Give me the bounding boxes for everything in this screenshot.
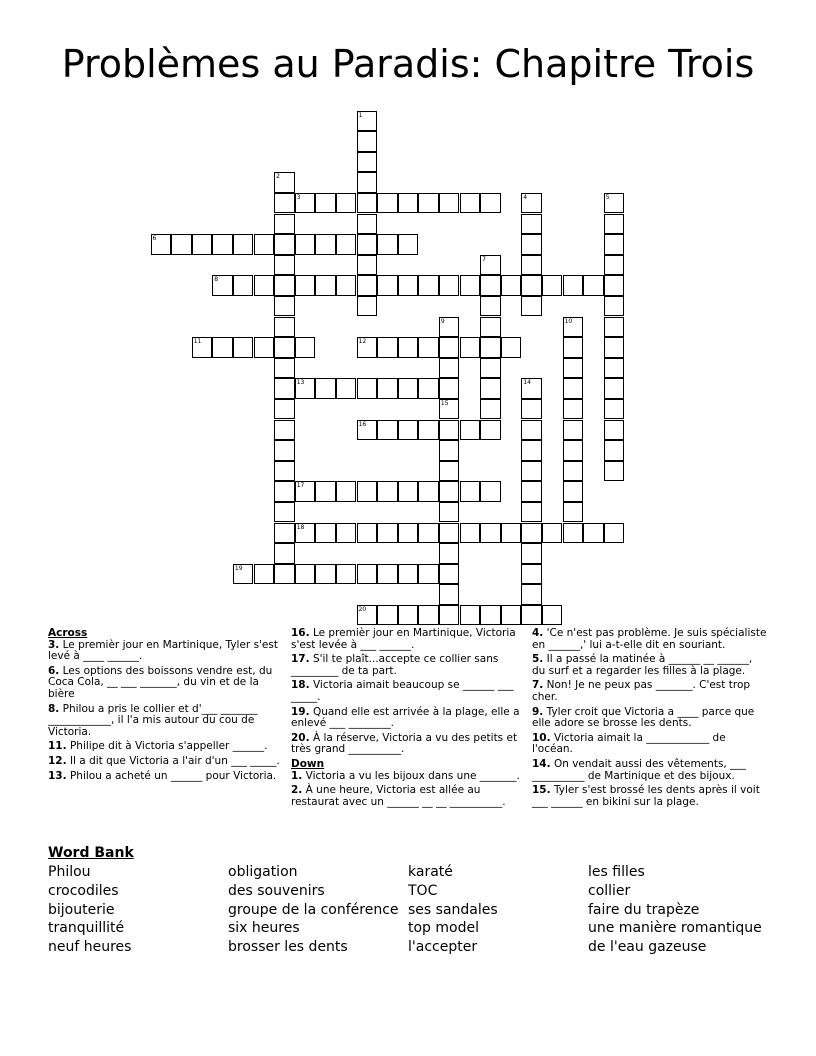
crossword-cell[interactable] xyxy=(398,275,419,296)
crossword-cell[interactable] xyxy=(604,337,625,358)
word-bank-item: six heures xyxy=(228,920,300,937)
crossword-cell[interactable] xyxy=(274,502,295,523)
crossword-cell[interactable] xyxy=(274,399,295,420)
clue-number: 8 xyxy=(214,276,219,284)
clue-number: 16 xyxy=(358,420,367,428)
crossword-cell[interactable] xyxy=(418,564,439,585)
crossword-cell[interactable] xyxy=(439,193,460,214)
word-bank-item: brosser les dents xyxy=(228,939,348,956)
crossword-cell[interactable] xyxy=(521,543,542,564)
crossword-cell[interactable] xyxy=(398,234,419,255)
word-bank-item: TOC xyxy=(408,882,438,899)
clue-number: 1 xyxy=(358,111,363,119)
crossword-cell[interactable] xyxy=(357,234,378,255)
crossword-cell[interactable] xyxy=(563,461,584,482)
crossword-cell[interactable] xyxy=(604,296,625,317)
crossword-cell[interactable] xyxy=(233,337,254,358)
crossword-cell[interactable] xyxy=(233,234,254,255)
across-clue-8: 8. Philou a pris le collier et d'___ _______ ____________, il l'a mis autour du cou de Victoria. xyxy=(48,702,258,738)
crossword-cell[interactable] xyxy=(521,193,542,214)
crossword-cell[interactable] xyxy=(521,275,542,296)
crossword-cell[interactable] xyxy=(336,523,357,544)
crossword-cell[interactable] xyxy=(295,481,316,502)
crossword-cell[interactable] xyxy=(460,275,481,296)
crossword-cell[interactable] xyxy=(254,337,275,358)
crossword-cell[interactable] xyxy=(418,523,439,544)
crossword-cell[interactable] xyxy=(274,172,295,193)
word-bank-item: l'accepter xyxy=(408,939,478,956)
word-bank-column-3 xyxy=(408,863,588,957)
clue-number: 4 xyxy=(523,193,528,201)
across-heading: Across xyxy=(48,627,88,639)
down-clue-2: 2. À une heure, Victoria est allée au restaurat avec un ______ __ __ __________. xyxy=(291,784,506,808)
crossword-cell[interactable] xyxy=(315,564,336,585)
crossword-cell[interactable] xyxy=(439,523,460,544)
word-bank-item: tranquillité xyxy=(48,920,125,937)
crossword-cell[interactable] xyxy=(274,420,295,441)
crossword-cell[interactable] xyxy=(295,523,316,544)
crossword-cell[interactable] xyxy=(212,337,233,358)
crossword-cell[interactable] xyxy=(480,317,501,338)
crossword-cell[interactable] xyxy=(604,420,625,441)
crossword-cell[interactable] xyxy=(254,564,275,585)
crossword-cell[interactable] xyxy=(604,193,625,214)
crossword-cell[interactable] xyxy=(357,172,378,193)
crossword-cell[interactable] xyxy=(418,420,439,441)
clue-number: 2 xyxy=(276,173,280,181)
crossword-cell[interactable] xyxy=(295,193,316,214)
crossword-cell[interactable] xyxy=(295,234,316,255)
crossword-cell[interactable] xyxy=(439,275,460,296)
crossword-cell[interactable] xyxy=(563,317,584,338)
crossword-cell[interactable] xyxy=(480,605,501,626)
crossword-cell[interactable] xyxy=(521,564,542,585)
crossword-cell[interactable] xyxy=(521,502,542,523)
crossword-cell[interactable] xyxy=(480,296,501,317)
crossword-cell[interactable] xyxy=(521,523,542,544)
crossword-cell[interactable] xyxy=(192,337,213,358)
crossword-cell[interactable] xyxy=(398,378,419,399)
crossword-cell[interactable] xyxy=(336,481,357,502)
crossword-cell[interactable] xyxy=(604,255,625,276)
crossword-cell[interactable] xyxy=(377,481,398,502)
crossword-cell[interactable] xyxy=(377,420,398,441)
clues-column-1 xyxy=(48,628,280,785)
crossword-cell[interactable] xyxy=(563,399,584,420)
crossword-cell[interactable] xyxy=(521,214,542,235)
crossword-cell[interactable] xyxy=(357,255,378,276)
down-clue-15: 15. Tyler s'est brossé les dents après il voit ___ ______ en bikini sur la plage. xyxy=(532,784,760,808)
clue-number: 11 xyxy=(193,338,202,346)
crossword-cell[interactable] xyxy=(357,111,378,132)
clue-number: 3 xyxy=(296,193,301,201)
crossword-cell[interactable] xyxy=(398,337,419,358)
crossword-cell[interactable] xyxy=(398,193,419,214)
clue-number: 19 xyxy=(234,564,243,572)
crossword-cell[interactable] xyxy=(439,461,460,482)
down-clue-14: 14. On vendait aussi des vêtements, ___ __________ de Martinique et des bijoux. xyxy=(532,757,746,782)
crossword-cell[interactable] xyxy=(274,440,295,461)
clue-number: 13 xyxy=(296,379,305,387)
word-bank-item: groupe de la conférence xyxy=(228,901,399,918)
word-bank-item: faire du trapèze xyxy=(588,901,700,918)
crossword-cell[interactable] xyxy=(357,378,378,399)
word-bank-item: collier xyxy=(588,882,631,899)
crossword-cell[interactable] xyxy=(563,420,584,441)
page-title: Problèmes au Paradis: Chapitre Trois xyxy=(61,42,755,86)
crossword-cell[interactable] xyxy=(521,399,542,420)
crossword-cell[interactable] xyxy=(336,564,357,585)
down-clue-7: 7. Non! Je ne peux pas _______. C'est trop cher. xyxy=(532,679,751,703)
crossword-cell[interactable] xyxy=(295,337,316,358)
across-clue-11: 11. Philipe dit à Victoria s'appeller ______. xyxy=(48,740,268,753)
crossword-cell[interactable] xyxy=(357,152,378,173)
crossword-cell[interactable] xyxy=(480,275,501,296)
crossword-cell[interactable] xyxy=(398,523,419,544)
crossword-cell[interactable] xyxy=(398,564,419,585)
crossword-cell[interactable] xyxy=(295,275,316,296)
crossword-cell[interactable] xyxy=(480,337,501,358)
crossword-cell[interactable] xyxy=(418,337,439,358)
crossword-cell[interactable] xyxy=(398,481,419,502)
crossword-cell[interactable] xyxy=(377,193,398,214)
crossword-cell[interactable] xyxy=(604,378,625,399)
clues-column-2 xyxy=(291,628,521,811)
crossword-cell[interactable] xyxy=(501,275,522,296)
crossword-cell[interactable] xyxy=(480,481,501,502)
crossword-cell[interactable] xyxy=(460,337,481,358)
crossword-cell[interactable] xyxy=(315,378,336,399)
word-bank-item: neuf heures xyxy=(48,939,132,956)
down-clue-4: 4. 'Ce n'est pas problème. Je suis spécialiste en ______,' lui a-t-elle dit en souriant. xyxy=(532,627,767,651)
crossword-cell[interactable] xyxy=(604,358,625,379)
crossword-cell[interactable] xyxy=(563,502,584,523)
crossword-cell[interactable] xyxy=(357,420,378,441)
word-bank-item: ses sandales xyxy=(408,901,498,918)
crossword-cell[interactable] xyxy=(315,481,336,502)
crossword-cell[interactable] xyxy=(295,378,316,399)
crossword-cell[interactable] xyxy=(439,337,460,358)
crossword-cell[interactable] xyxy=(439,605,460,626)
crossword-cell[interactable] xyxy=(233,275,254,296)
crossword-cell[interactable] xyxy=(542,523,563,544)
crossword-cell[interactable] xyxy=(521,420,542,441)
crossword-cell[interactable] xyxy=(398,605,419,626)
word-bank-heading: Word Bank xyxy=(48,845,134,861)
crossword-cell[interactable] xyxy=(336,378,357,399)
down-clue-9: 9. Tyler croit que Victoria a ____ parce que elle adore se brosse les dents. xyxy=(532,705,755,730)
down-clue-10: 10. Victoria aimait la ____________ de l'océan. xyxy=(532,731,726,756)
crossword-cell[interactable] xyxy=(274,337,295,358)
crossword-cell[interactable] xyxy=(439,399,460,420)
crossword-cell[interactable] xyxy=(336,275,357,296)
crossword-cell[interactable] xyxy=(315,193,336,214)
crossword-cell[interactable] xyxy=(439,378,460,399)
clue-number: 5 xyxy=(605,193,610,201)
across-clue-20: 20. À la réserve, Victoria a vu des petits et très grand __________. xyxy=(291,731,518,756)
word-bank-item: crocodiles xyxy=(48,882,119,899)
word-bank-item: top model xyxy=(408,920,479,937)
crossword-cell[interactable] xyxy=(439,543,460,564)
crossword-cell[interactable] xyxy=(563,378,584,399)
crossword-cell[interactable] xyxy=(521,234,542,255)
crossword-cell[interactable] xyxy=(254,275,275,296)
crossword-cell[interactable] xyxy=(377,378,398,399)
crossword-cell[interactable] xyxy=(274,461,295,482)
down-clue-1: 1. Victoria a vu les bijoux dans une _______. xyxy=(291,769,520,782)
clue-number: 17 xyxy=(296,482,305,490)
word-bank-item: karaté xyxy=(408,864,453,880)
word-bank-item: Philou xyxy=(48,864,91,880)
crossword-cell[interactable] xyxy=(315,275,336,296)
crossword-cell[interactable] xyxy=(439,440,460,461)
crossword-cell[interactable] xyxy=(274,234,295,255)
crossword-cell[interactable] xyxy=(357,193,378,214)
across-clue-3: 3. Le premièr jour en Martinique, Tyler s'est levé à ____ ______. xyxy=(48,638,278,663)
crossword-cell[interactable] xyxy=(439,317,460,338)
crossword-cell[interactable] xyxy=(418,193,439,214)
crossword-cell[interactable] xyxy=(212,234,233,255)
crossword-cell[interactable] xyxy=(563,337,584,358)
clue-number: 18 xyxy=(296,523,305,531)
crossword-cell[interactable] xyxy=(480,523,501,544)
crossword-cell[interactable] xyxy=(274,378,295,399)
crossword-cell[interactable] xyxy=(357,131,378,152)
word-bank-item: des souvenirs xyxy=(228,882,325,899)
word-bank-column-1 xyxy=(48,863,228,957)
crossword-cell[interactable] xyxy=(357,605,378,626)
crossword-cell[interactable] xyxy=(357,523,378,544)
word-bank-item: bijouterie xyxy=(48,901,115,918)
crossword-cell[interactable] xyxy=(274,358,295,379)
down-heading: Down xyxy=(291,757,325,770)
crossword-cell[interactable] xyxy=(377,523,398,544)
across-clue-6: 6. Les options des boissons vendre est, du Coca Cola, __ ___ _______, du vin et de la bière xyxy=(48,664,273,700)
crossword-cell[interactable] xyxy=(583,523,604,544)
crossword-cell[interactable] xyxy=(460,193,481,214)
word-bank-item: les filles xyxy=(588,864,645,880)
crossword-cell[interactable] xyxy=(212,275,233,296)
crossword-cell[interactable] xyxy=(460,481,481,502)
crossword-cell[interactable] xyxy=(274,193,295,214)
crossword-cell[interactable] xyxy=(604,317,625,338)
crossword-cell[interactable] xyxy=(357,337,378,358)
crossword-cell[interactable] xyxy=(480,193,501,214)
crossword-cell[interactable] xyxy=(377,234,398,255)
clue-number: 10 xyxy=(564,317,573,325)
across-clue-17: 17. S'il te plaît...accepte ce collier sans _________ de ta part. xyxy=(291,653,499,677)
crossword-cell[interactable] xyxy=(480,420,501,441)
crossword-cell[interactable] xyxy=(274,564,295,585)
crossword-cell[interactable] xyxy=(315,234,336,255)
crossword-cell[interactable] xyxy=(521,461,542,482)
crossword-cell[interactable] xyxy=(521,255,542,276)
crossword-cell[interactable] xyxy=(480,378,501,399)
crossword-cell[interactable] xyxy=(542,605,563,626)
word-bank-item: de l'eau gazeuse xyxy=(588,939,707,956)
crossword-cell[interactable] xyxy=(460,420,481,441)
crossword-cell[interactable] xyxy=(563,275,584,296)
crossword-cell[interactable] xyxy=(439,584,460,605)
crossword-cell[interactable] xyxy=(418,275,439,296)
crossword-cell[interactable] xyxy=(274,543,295,564)
crossword-cell[interactable] xyxy=(501,337,522,358)
crossword-cell[interactable] xyxy=(521,440,542,461)
crossword-cell[interactable] xyxy=(604,275,625,296)
across-clue-19: 19. Quand elle est arrivée à la plage, elle a enlevé ___ ________. xyxy=(291,705,520,730)
crossword-cell[interactable] xyxy=(563,440,584,461)
crossword-cell[interactable] xyxy=(357,296,378,317)
crossword-cell[interactable] xyxy=(377,337,398,358)
crossword-cell[interactable] xyxy=(377,564,398,585)
crossword-cell[interactable] xyxy=(521,296,542,317)
crossword-cell[interactable] xyxy=(274,255,295,276)
crossword-cell[interactable] xyxy=(418,481,439,502)
crossword-cell[interactable] xyxy=(233,564,254,585)
clue-number: 9 xyxy=(440,317,445,325)
crossword-cell[interactable] xyxy=(439,358,460,379)
crossword-cell[interactable] xyxy=(336,193,357,214)
crossword-cell[interactable] xyxy=(418,378,439,399)
word-bank-item: obligation xyxy=(228,864,298,880)
across-clue-13: 13. Philou a acheté un ______ pour Victoria. xyxy=(48,769,277,782)
crossword-cell[interactable] xyxy=(357,275,378,296)
crossword-cell[interactable] xyxy=(357,481,378,502)
crossword-cell[interactable] xyxy=(460,605,481,626)
crossword-cell[interactable] xyxy=(480,358,501,379)
crossword-cell[interactable] xyxy=(604,523,625,544)
word-bank-column-2 xyxy=(228,863,408,957)
crossword-cell[interactable] xyxy=(521,378,542,399)
crossword-cell[interactable] xyxy=(521,584,542,605)
down-clue-5: 5. Il a passé la matinée à ______ __ ______, du surf et a regarder les filles à la plage. xyxy=(532,653,753,677)
clues-column-3 xyxy=(532,628,768,811)
word-bank-item: une manière romantique xyxy=(588,920,762,937)
crossword-cell[interactable] xyxy=(563,481,584,502)
crossword-cell[interactable] xyxy=(357,214,378,235)
crossword-cell[interactable] xyxy=(357,564,378,585)
crossword-cell[interactable] xyxy=(563,358,584,379)
crossword-cell[interactable] xyxy=(563,523,584,544)
crossword-cell[interactable] xyxy=(542,275,563,296)
crossword-cell[interactable] xyxy=(192,234,213,255)
across-clue-12: 12. Il a dit que Victoria a l'air d'un ___ _____. xyxy=(48,754,280,767)
clue-number: 20 xyxy=(358,605,367,613)
crossword-cell[interactable] xyxy=(398,420,419,441)
crossword-cell[interactable] xyxy=(480,399,501,420)
clue-number: 15 xyxy=(440,399,449,407)
across-clue-18: 18. Victoria aimait beaucoup se ______ ___ _____. xyxy=(291,679,514,703)
crossword-cell[interactable] xyxy=(171,234,192,255)
crossword-cell[interactable] xyxy=(274,481,295,502)
crossword-cell[interactable] xyxy=(439,481,460,502)
crossword-cell[interactable] xyxy=(439,502,460,523)
crossword-cell[interactable] xyxy=(480,255,501,276)
crossword-cell[interactable] xyxy=(151,234,172,255)
crossword-cell[interactable] xyxy=(274,214,295,235)
crossword-cell[interactable] xyxy=(315,523,336,544)
crossword-cell[interactable] xyxy=(295,564,316,585)
crossword-cell[interactable] xyxy=(418,605,439,626)
crossword-cell[interactable] xyxy=(521,481,542,502)
crossword-cell[interactable] xyxy=(460,523,481,544)
crossword-cell[interactable] xyxy=(439,420,460,441)
crossword-cell[interactable] xyxy=(501,523,522,544)
crossword-cell[interactable] xyxy=(377,605,398,626)
crossword-cell[interactable] xyxy=(583,275,604,296)
across-clue-16: 16. Le premièr jour en Martinique, Victoria s'est levée à ___ ______. xyxy=(291,627,516,651)
crossword-cell[interactable] xyxy=(604,399,625,420)
crossword-cell[interactable] xyxy=(604,461,625,482)
crossword-cell[interactable] xyxy=(336,234,357,255)
clue-number: 7 xyxy=(482,255,486,263)
clue-number: 14 xyxy=(523,379,531,387)
crossword-cell[interactable] xyxy=(274,523,295,544)
crossword-cell[interactable] xyxy=(254,234,275,255)
crossword-cell[interactable] xyxy=(604,214,625,235)
crossword-cell[interactable] xyxy=(274,296,295,317)
clue-number: 12 xyxy=(358,338,367,346)
crossword-cell[interactable] xyxy=(274,275,295,296)
crossword-cell[interactable] xyxy=(501,605,522,626)
word-bank-column-4 xyxy=(588,863,768,957)
crossword-cell[interactable] xyxy=(604,440,625,461)
crossword-cell[interactable] xyxy=(439,564,460,585)
crossword-cell[interactable] xyxy=(521,605,542,626)
clue-number: 6 xyxy=(152,235,157,243)
crossword-cell[interactable] xyxy=(604,234,625,255)
crossword-cell[interactable] xyxy=(274,317,295,338)
crossword-cell[interactable] xyxy=(377,275,398,296)
